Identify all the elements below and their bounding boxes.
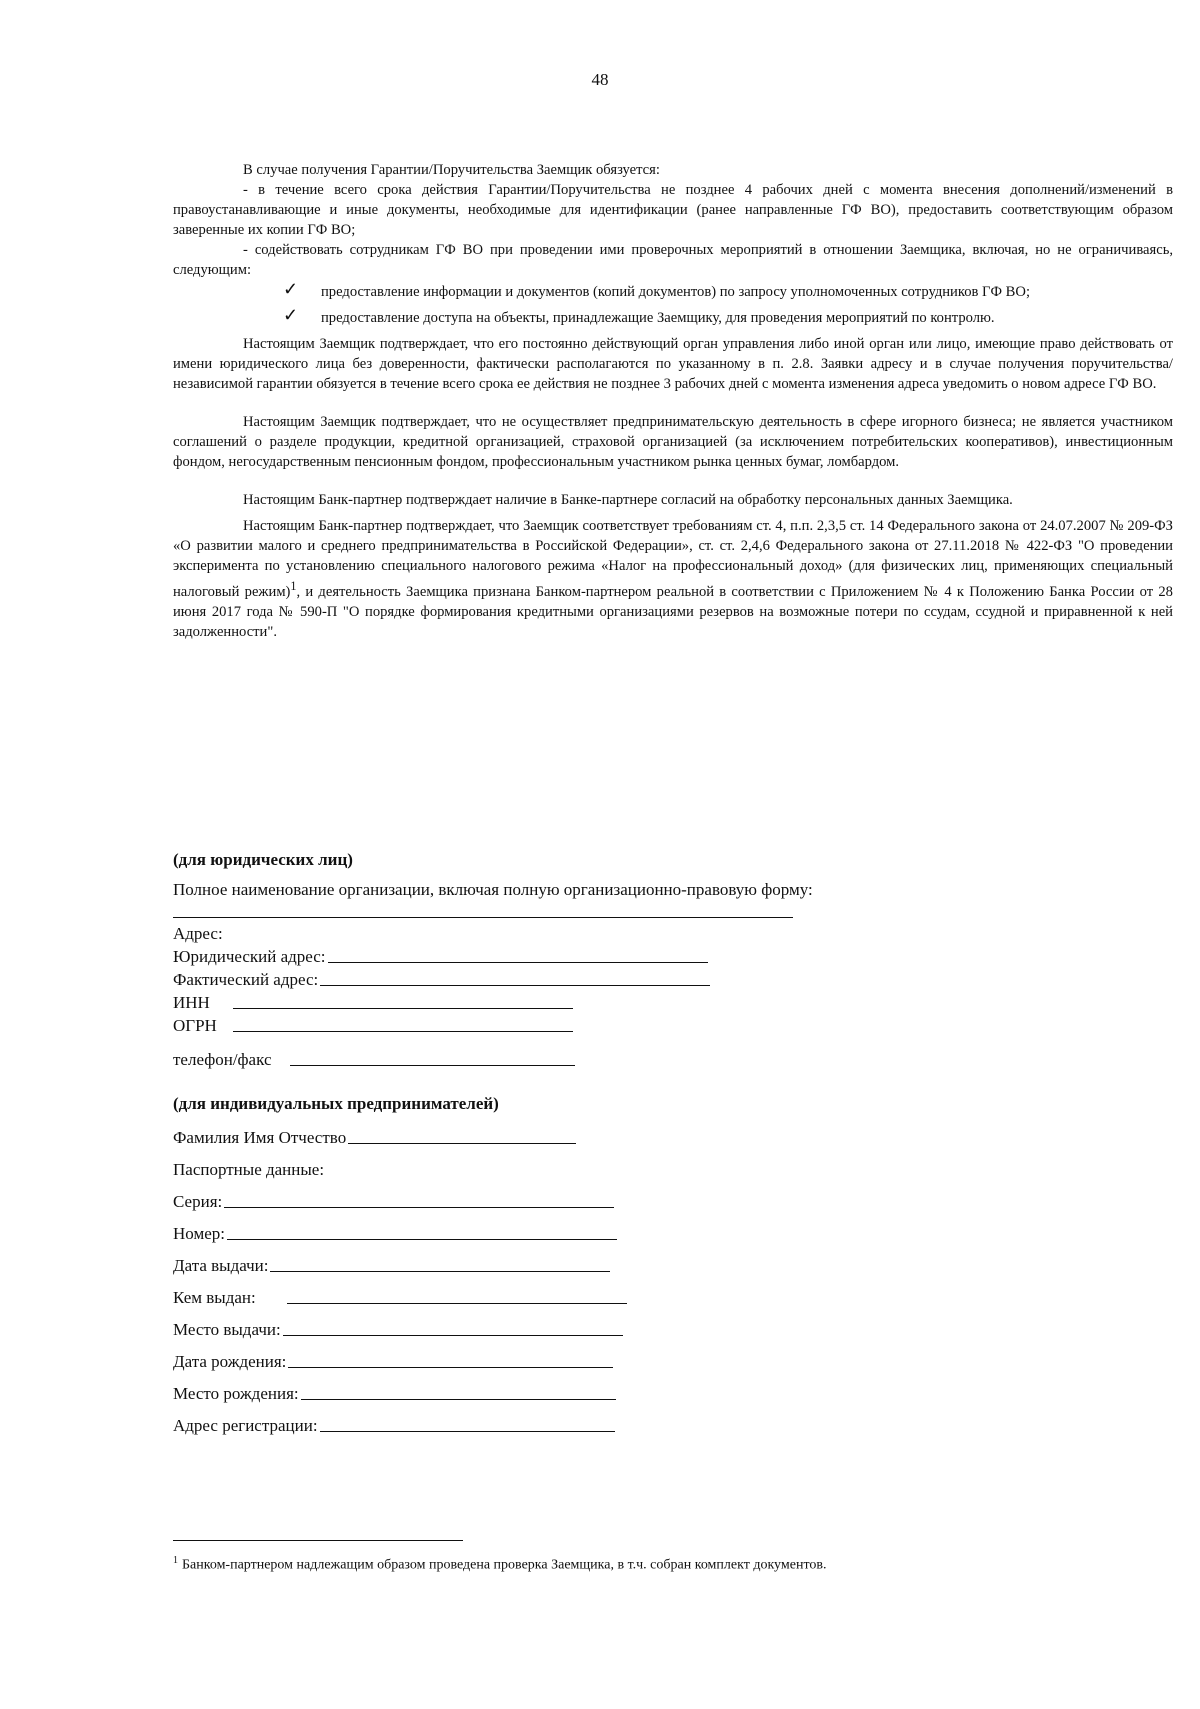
inn-label: ИНН [173,993,210,1012]
issued-by-label: Кем выдан: [173,1288,256,1307]
business-confirmation-paragraph: Настоящим Заемщик подтверждает, что не осуществляет предпринимательскую деятельность в сфере игорного бизнеса; не является участником соглашений о разделе продукции, кредитной организацией, страховой организацией (за исключением потребительских кооперативов), инвестиционным фондом, негосударственным пенсионным фондом, профессиональным участником рынка ценных бумаг, ломбардом. [173,414,1173,470]
legal-address-field[interactable] [328,961,708,963]
ogrn-field[interactable] [233,1030,573,1032]
registration-address-label: Адрес регистрации: [173,1416,318,1435]
birth-place-field[interactable] [301,1398,616,1400]
footnote-reference: 1 [290,579,297,593]
number-field[interactable] [227,1238,617,1240]
inn-field[interactable] [233,1007,573,1009]
footnote-text: Банком-партнером надлежащим образом проведена проверка Заемщика, в т.ч. собран комплект документов. [182,1557,827,1573]
fio-label: Фамилия Имя Отчество [173,1128,347,1147]
check-item-text: предоставление информации и документов (копий документов) по запросу уполномоченных сотрудников ГФ ВО; [321,284,1030,300]
intro-paragraph: В случае получения Гарантии/Поручительства Заемщик обязуется: [243,162,660,178]
birth-place-label: Место рождения: [173,1384,299,1403]
birth-date-field[interactable] [288,1366,613,1368]
actual-address-field[interactable] [320,984,710,986]
address-label: Адрес: [173,924,223,943]
series-label: Серия: [173,1192,223,1211]
ogrn-label: ОГРН [173,1016,217,1035]
obligation-item-1: - в течение всего срока действия Гарантии/Поручительства не позднее 4 рабочих дней с момента внесения дополнений/изменений в правоустанавливающие и иные документы, необходимые для идентификации (ранее направленные ГФ ВО), предоставить соответствующим образом заверенные их копии ГФ ВО; [173,182,1173,238]
fio-field[interactable] [348,1142,576,1144]
number-label: Номер: [173,1224,225,1243]
issue-place-label: Место выдачи: [173,1320,281,1339]
birth-date-label: Дата рождения: [173,1352,287,1371]
issue-date-label: Дата выдачи: [173,1256,269,1275]
footnote [173,1555,1173,1574]
legal-address-label: Юридический адрес: [173,947,326,966]
issue-place-field[interactable] [283,1334,623,1336]
check-list-item [173,305,1173,328]
actual-address-label: Фактический адрес: [173,970,319,989]
check-list-item [173,279,1173,302]
checkmark-icon: ✓ [283,305,299,325]
obligation-item-2: - содействовать сотрудникам ГФ ВО при проведении ими проверочных мероприятий в отношении Заемщика, включая, но не ограничиваясь, следующим: [173,242,1173,278]
entrepreneurs-heading: (для индивидуальных предпринимателей) [173,1094,499,1113]
issued-by-field[interactable] [287,1302,627,1304]
checkmark-icon: ✓ [283,279,299,299]
compliance-text-b: , и деятельность Заемщика признана Банком-партнером реальной в соответствии с Приложением № 4 к Положению Банка России от 28 июня 2017 года № 590-П "О порядке формирования кредитными организациями резервов на возможные потери по ссудам, ссудной и приравненной к ней задолженности". [173,583,1173,640]
check-item-text: предоставление доступа на объекты, принадлежащие Заемщику, для проведения мероприятий по контролю. [321,310,995,326]
check-list [173,279,1173,328]
consent-paragraph: Настоящим Банк-партнер подтверждает наличие в Банке-партнере согласий на обработку персональных данных Заемщика. [243,492,1013,508]
issue-date-field[interactable] [270,1270,610,1272]
registration-address-field[interactable] [320,1430,615,1432]
phone-fax-field[interactable] [290,1064,575,1066]
compliance-paragraph [173,516,1173,642]
address-confirmation-paragraph: Настоящим Заемщик подтверждает, что его постоянно действующий орган управления либо иной орган или лицо, имеющие право действовать от имени юридического лица без доверенности, фактически располагаются по указанному в п. 2.8. Заявки адресу и в случае получения поручительства/независимой гарантии обязуется в течение всего срока ее действия не позднее 3 рабочих дней с момента изменения адреса уведомить о новом адресе ГФ ВО. [173,336,1173,392]
compliance-text-a: Настоящим Банк-партнер подтверждает, что Заемщик соответствует требованиям ст. 4, п.п. 2,3,5 ст. 14 Федерального закона от 24.07.2007 № 209-ФЗ «О развитии малого и среднего предпринимательства в Российской Федерации», ст. ст. 2,4,6 Федерального закона от 27.11.2018 № 422-ФЗ "О проведении эксперимента по установлению специального налогового режима «Налог на профессиональный доход» (для физических лиц, применяющих специальный налоговый режим) [173,518,1173,600]
passport-data-label: Паспортные данные: [173,1160,325,1179]
footnote-number: 1 [173,1555,178,1566]
footnote-divider [173,1540,463,1541]
page-number: 48 [591,70,609,89]
series-field[interactable] [224,1206,614,1208]
org-name-field[interactable] [173,916,793,918]
applicant-form [173,850,1173,1436]
org-name-label: Полное наименование организации, включая полную организационно-правовую форму: [173,880,813,899]
main-text [173,160,1173,642]
legal-entities-heading: (для юридических лиц) [173,850,353,869]
phone-fax-label: телефон/факс [173,1050,272,1069]
